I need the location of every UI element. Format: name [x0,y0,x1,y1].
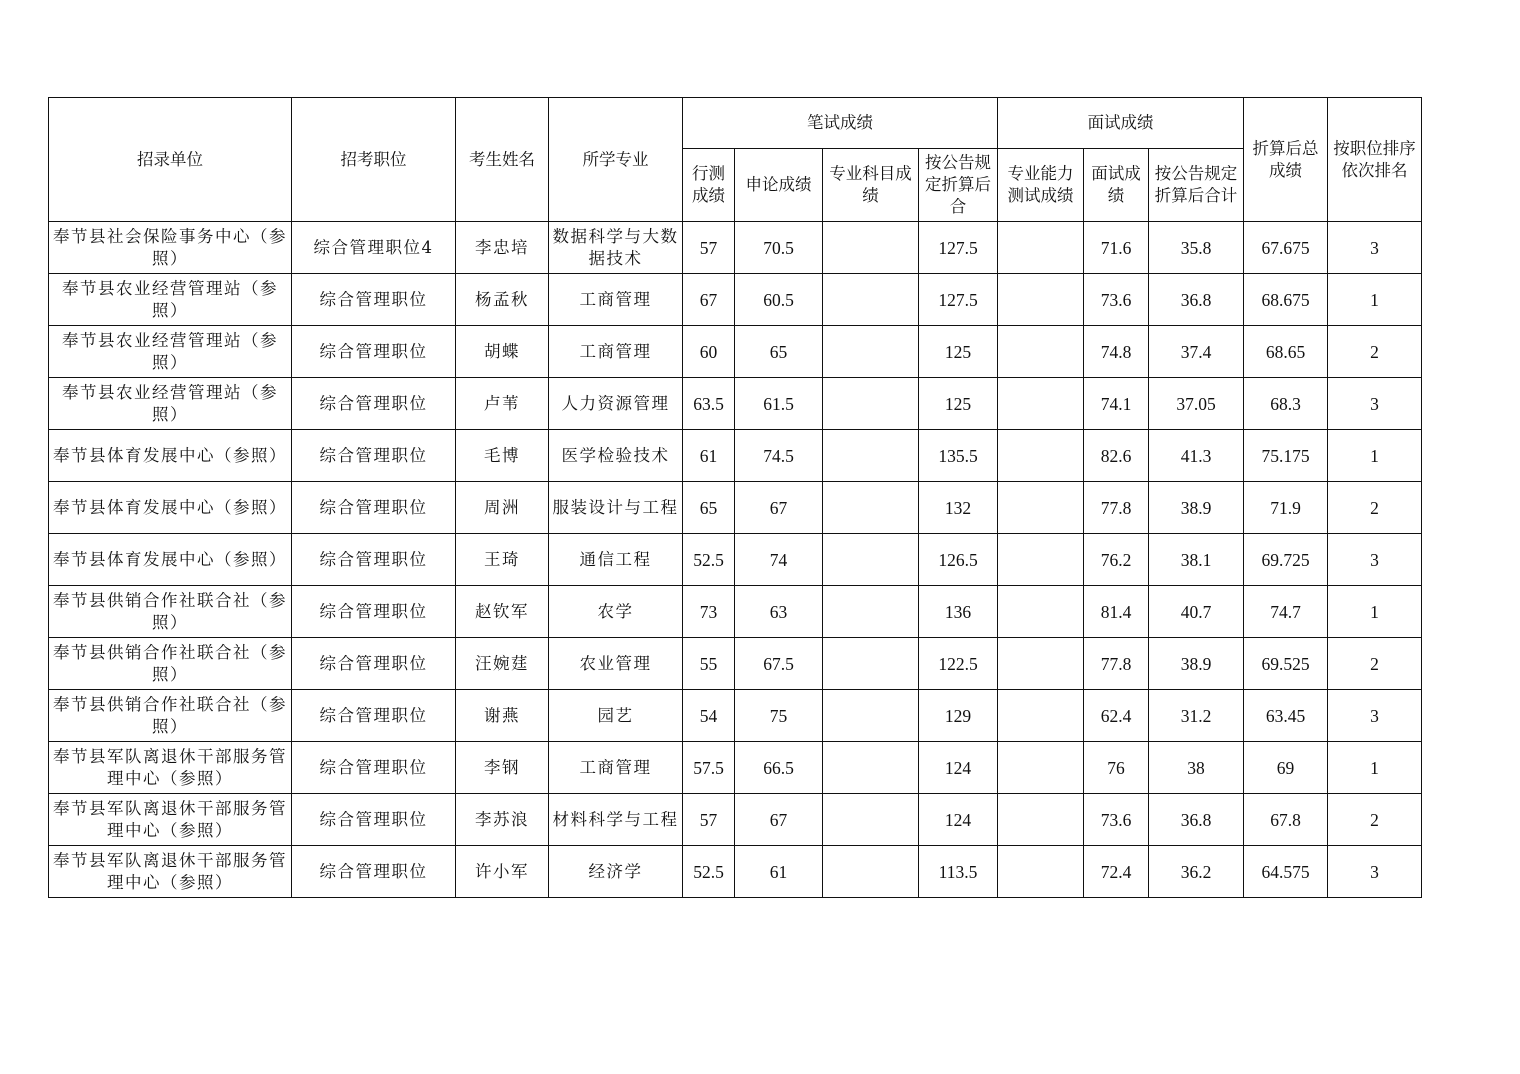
interview-converted-cell: 31.2 [1149,690,1244,742]
written-converted-cell: 127.5 [919,222,998,274]
shenlun-cell: 70.5 [735,222,823,274]
subject-cell [823,534,919,586]
header-shenlun: 申论成绩 [735,149,823,222]
position-cell: 综合管理职位 [292,846,456,898]
interview-score-cell: 62.4 [1084,690,1149,742]
ability-test-cell [998,378,1084,430]
xingce-cell: 63.5 [683,378,735,430]
table-row [49,638,1422,690]
interview-score-cell: 81.4 [1084,586,1149,638]
subject-cell [823,430,919,482]
subject-cell [823,222,919,274]
major-cell: 经济学 [549,846,683,898]
interview-converted-cell: 40.7 [1149,586,1244,638]
unit-cell: 奉节县军队离退休干部服务管理中心（参照） [49,846,292,898]
table-row [49,586,1422,638]
interview-converted-cell: 38.9 [1149,482,1244,534]
subject-cell [823,378,919,430]
interview-converted-cell: 38.9 [1149,638,1244,690]
major-cell: 数据科学与大数据技术 [549,222,683,274]
header-total: 折算后总成绩 [1244,98,1328,222]
total-cell: 75.175 [1244,430,1328,482]
table-row [49,274,1422,326]
name-cell: 汪婉莛 [456,638,549,690]
table-header [49,98,1422,222]
rank-cell: 2 [1328,794,1422,846]
shenlun-cell: 60.5 [735,274,823,326]
xingce-cell: 57 [683,794,735,846]
shenlun-cell: 66.5 [735,742,823,794]
written-converted-cell: 124 [919,742,998,794]
header-name: 考生姓名 [456,98,549,222]
rank-cell: 1 [1328,742,1422,794]
rank-cell: 1 [1328,430,1422,482]
position-cell: 综合管理职位 [292,482,456,534]
rank-cell: 1 [1328,586,1422,638]
unit-cell: 奉节县供销合作社联合社（参照） [49,690,292,742]
unit-cell: 奉节县农业经营管理站（参照） [49,326,292,378]
unit-cell: 奉节县供销合作社联合社（参照） [49,638,292,690]
total-cell: 68.3 [1244,378,1328,430]
written-converted-cell: 122.5 [919,638,998,690]
unit-cell: 奉节县体育发展中心（参照） [49,430,292,482]
unit-cell: 奉节县供销合作社联合社（参照） [49,586,292,638]
position-cell: 综合管理职位 [292,690,456,742]
position-cell: 综合管理职位 [292,638,456,690]
position-cell: 综合管理职位 [292,326,456,378]
interview-score-cell: 73.6 [1084,274,1149,326]
rank-cell: 2 [1328,638,1422,690]
interview-converted-cell: 38 [1149,742,1244,794]
rank-cell: 1 [1328,274,1422,326]
name-cell: 毛博 [456,430,549,482]
interview-converted-cell: 38.1 [1149,534,1244,586]
ability-test-cell [998,846,1084,898]
total-cell: 69.525 [1244,638,1328,690]
position-cell: 综合管理职位 [292,378,456,430]
ability-test-cell [998,534,1084,586]
interview-score-cell: 71.6 [1084,222,1149,274]
major-cell: 服装设计与工程 [549,482,683,534]
unit-cell: 奉节县军队离退休干部服务管理中心（参照） [49,742,292,794]
interview-converted-cell: 35.8 [1149,222,1244,274]
name-cell: 胡蝶 [456,326,549,378]
name-cell: 杨孟秋 [456,274,549,326]
name-cell: 许小军 [456,846,549,898]
rank-cell: 3 [1328,378,1422,430]
major-cell: 人力资源管理 [549,378,683,430]
interview-converted-cell: 36.8 [1149,274,1244,326]
position-cell: 综合管理职位4 [292,222,456,274]
ability-test-cell [998,482,1084,534]
total-cell: 68.675 [1244,274,1328,326]
interview-converted-cell: 41.3 [1149,430,1244,482]
header-unit: 招录单位 [49,98,292,222]
shenlun-cell: 75 [735,690,823,742]
shenlun-cell: 61.5 [735,378,823,430]
xingce-cell: 65 [683,482,735,534]
header-written-converted: 按公告规定折算后合 [919,149,998,222]
header-written-group: 笔试成绩 [683,98,998,149]
table-row [49,222,1422,274]
name-cell: 王琦 [456,534,549,586]
shenlun-cell: 61 [735,846,823,898]
header-interview-score: 面试成绩 [1084,149,1149,222]
ability-test-cell [998,430,1084,482]
table-row [49,794,1422,846]
rank-cell: 3 [1328,690,1422,742]
subject-cell [823,586,919,638]
ability-test-cell [998,690,1084,742]
subject-cell [823,846,919,898]
written-converted-cell: 125 [919,326,998,378]
ability-test-cell [998,274,1084,326]
major-cell: 农业管理 [549,638,683,690]
ability-test-cell [998,586,1084,638]
name-cell: 周洲 [456,482,549,534]
total-cell: 69.725 [1244,534,1328,586]
shenlun-cell: 74.5 [735,430,823,482]
total-cell: 67.675 [1244,222,1328,274]
interview-score-cell: 73.6 [1084,794,1149,846]
xingce-cell: 52.5 [683,534,735,586]
unit-cell: 奉节县体育发展中心（参照） [49,534,292,586]
total-cell: 71.9 [1244,482,1328,534]
table-row [49,846,1422,898]
position-cell: 综合管理职位 [292,586,456,638]
ability-test-cell [998,638,1084,690]
header-position: 招考职位 [292,98,456,222]
total-cell: 69 [1244,742,1328,794]
xingce-cell: 61 [683,430,735,482]
xingce-cell: 73 [683,586,735,638]
written-converted-cell: 124 [919,794,998,846]
major-cell: 工商管理 [549,326,683,378]
rank-cell: 3 [1328,222,1422,274]
written-converted-cell: 136 [919,586,998,638]
header-interview-converted: 按公告规定折算后合计 [1149,149,1244,222]
unit-cell: 奉节县社会保险事务中心（参照） [49,222,292,274]
interview-converted-cell: 36.2 [1149,846,1244,898]
unit-cell: 奉节县体育发展中心（参照） [49,482,292,534]
shenlun-cell: 63 [735,586,823,638]
ability-test-cell [998,222,1084,274]
total-cell: 64.575 [1244,846,1328,898]
interview-score-cell: 74.8 [1084,326,1149,378]
xingce-cell: 57.5 [683,742,735,794]
xingce-cell: 52.5 [683,846,735,898]
total-cell: 67.8 [1244,794,1328,846]
shenlun-cell: 65 [735,326,823,378]
interview-score-cell: 76 [1084,742,1149,794]
interview-score-cell: 77.8 [1084,638,1149,690]
table-body [49,222,1422,898]
written-converted-cell: 113.5 [919,846,998,898]
name-cell: 卢苇 [456,378,549,430]
shenlun-cell: 67.5 [735,638,823,690]
rank-cell: 2 [1328,326,1422,378]
written-converted-cell: 125 [919,378,998,430]
table-row [49,430,1422,482]
major-cell: 工商管理 [549,274,683,326]
ability-test-cell [998,742,1084,794]
ability-test-cell [998,794,1084,846]
rank-cell: 3 [1328,846,1422,898]
table-row [49,742,1422,794]
interview-converted-cell: 37.4 [1149,326,1244,378]
major-cell: 材料科学与工程 [549,794,683,846]
subject-cell [823,690,919,742]
written-converted-cell: 135.5 [919,430,998,482]
header-ability-test: 专业能力测试成绩 [998,149,1084,222]
subject-cell [823,794,919,846]
written-converted-cell: 129 [919,690,998,742]
total-cell: 74.7 [1244,586,1328,638]
name-cell: 李忠培 [456,222,549,274]
interview-score-cell: 72.4 [1084,846,1149,898]
subject-cell [823,274,919,326]
position-cell: 综合管理职位 [292,274,456,326]
major-cell: 农学 [549,586,683,638]
table-row [49,326,1422,378]
position-cell: 综合管理职位 [292,742,456,794]
total-cell: 63.45 [1244,690,1328,742]
unit-cell: 奉节县军队离退休干部服务管理中心（参照） [49,794,292,846]
shenlun-cell: 74 [735,534,823,586]
subject-cell [823,326,919,378]
name-cell: 赵钦军 [456,586,549,638]
score-table [48,97,1422,898]
xingce-cell: 60 [683,326,735,378]
major-cell: 工商管理 [549,742,683,794]
position-cell: 综合管理职位 [292,534,456,586]
table-row [49,378,1422,430]
written-converted-cell: 126.5 [919,534,998,586]
name-cell: 李苏浪 [456,794,549,846]
name-cell: 李钢 [456,742,549,794]
shenlun-cell: 67 [735,482,823,534]
interview-converted-cell: 37.05 [1149,378,1244,430]
header-major: 所学专业 [549,98,683,222]
major-cell: 园艺 [549,690,683,742]
rank-cell: 2 [1328,482,1422,534]
interview-score-cell: 77.8 [1084,482,1149,534]
xingce-cell: 57 [683,222,735,274]
interview-score-cell: 74.1 [1084,378,1149,430]
position-cell: 综合管理职位 [292,794,456,846]
written-converted-cell: 127.5 [919,274,998,326]
header-subject: 专业科目成绩 [823,149,919,222]
interview-score-cell: 76.2 [1084,534,1149,586]
unit-cell: 奉节县农业经营管理站（参照） [49,274,292,326]
header-interview-group: 面试成绩 [998,98,1244,149]
total-cell: 68.65 [1244,326,1328,378]
ability-test-cell [998,326,1084,378]
rank-cell: 3 [1328,534,1422,586]
table-row [49,690,1422,742]
xingce-cell: 54 [683,690,735,742]
table-row [49,534,1422,586]
table-row [49,482,1422,534]
major-cell: 通信工程 [549,534,683,586]
subject-cell [823,638,919,690]
written-converted-cell: 132 [919,482,998,534]
subject-cell [823,482,919,534]
major-cell: 医学检验技术 [549,430,683,482]
header-xingce: 行测成绩 [683,149,735,222]
interview-converted-cell: 36.8 [1149,794,1244,846]
xingce-cell: 55 [683,638,735,690]
header-rank: 按职位排序依次排名 [1328,98,1422,222]
unit-cell: 奉节县农业经营管理站（参照） [49,378,292,430]
interview-score-cell: 82.6 [1084,430,1149,482]
name-cell: 谢燕 [456,690,549,742]
xingce-cell: 67 [683,274,735,326]
shenlun-cell: 67 [735,794,823,846]
position-cell: 综合管理职位 [292,430,456,482]
subject-cell [823,742,919,794]
